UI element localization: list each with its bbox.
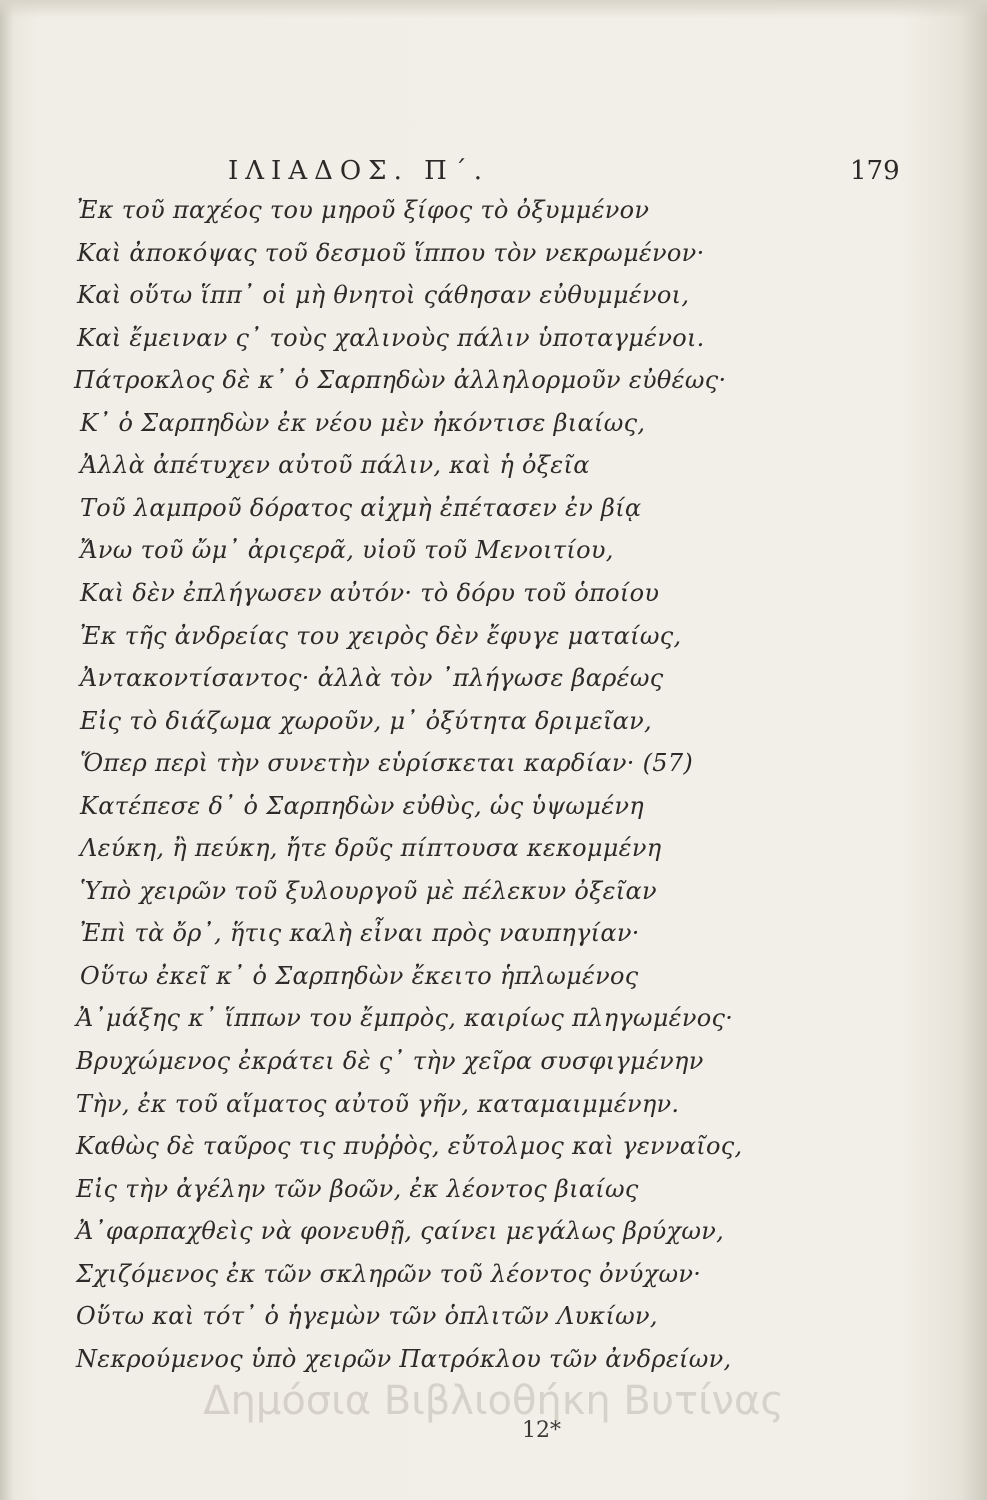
running-head	[0, 150, 987, 190]
verse-line: Καὶ ἔμειναν ς᾽ τοὺς χαλινοὺς πάλιν ὑποταγμένοι.	[77, 324, 705, 352]
verse-line: Καὶ δὲν ἐπλήγωσεν αὐτόν· τὸ δόρυ τοῦ ὁποίου	[80, 579, 660, 607]
verse-line: Κατέπεσε δ᾽ ὁ Σαρπηδὼν εὐθὺς, ὡς ὑψωμένη	[80, 792, 644, 820]
verse-line: Βρυχώμενος ἐκράτει δὲ ς᾽ τὴν χεῖρα συσφιγμένην	[76, 1047, 704, 1075]
verse-line: Οὕτω ἐκεῖ κ᾽ ὁ Σαρπηδὼν ἔκειτο ἡπλωμένος	[80, 962, 639, 990]
verse-line: Εἰς τὸ διάζωμα χωροῦν, μ᾽ ὀξύτητα δριμεῖαν,	[80, 707, 652, 735]
verse-line: Ἐπὶ τὰ ὄρ᾽, ἥτις καλὴ εἶναι πρὸς ναυπηγίαν·	[80, 919, 640, 947]
running-head-title: ΙΛΙΑΔΟΣ. Π΄.	[228, 156, 490, 186]
verse-line: Ἀντακοντίσαντος· ἀλλὰ τὸν ᾽πλήγωσε βαρέως	[80, 664, 664, 692]
verse-line: Ὅπερ περὶ τὴν συνετὴν εὑρίσκεται καρδίαν· (57)	[80, 749, 694, 777]
verse-line: Κ᾽ ὁ Σαρπηδὼν ἐκ νέου μὲν ἠκόντισε βιαίως,	[80, 409, 646, 437]
page-edge-shadow	[0, 0, 987, 18]
verse-line: Καὶ οὕτω ἵππ᾽ οἱ μὴ θνητοὶ ςάθησαν εὐθυμμένοι,	[77, 281, 690, 309]
verse-line: Καὶ ἀποκόψας τοῦ δεσμοῦ ἵππου τὸν νεκρωμένον·	[77, 239, 705, 267]
page-number: 179	[850, 156, 900, 186]
verse-line: Οὕτω καὶ τότ᾽ ὁ ἡγεμὼν τῶν ὁπλιτῶν Λυκίων,	[76, 1302, 658, 1330]
verse-line: Εἰς τὴν ἀγέλην τῶν βοῶν, ἐκ λέοντος βιαίως	[76, 1175, 639, 1203]
verse-line: Ἄνω τοῦ ὤμ᾽ ἀριςερᾶ, υἱοῦ τοῦ Μενοιτίου,	[80, 536, 614, 564]
verse-line: Ἐκ τῆς ἀνδρείας του χειρὸς δὲν ἔφυγε ματαίως,	[80, 622, 682, 650]
verse-line: Ἀ᾽μάξης κ᾽ ἵππων του ἔμπρὸς, καιρίως πληγωμένος·	[76, 1004, 734, 1032]
verse-line: Ἐκ τοῦ παχέος του μηροῦ ξίφος τὸ ὀξυμμένον	[77, 196, 650, 224]
verse-line: Πάτροκλος δὲ κ᾽ ὁ Σαρπηδὼν ἀλληλορμοῦν εὐθέως·	[74, 366, 727, 394]
verse-line: Σχιζόμενος ἐκ τῶν σκληρῶν τοῦ λέοντος ὀνύχων·	[76, 1260, 702, 1288]
verse-line: Νεκρούμενος ὑπὸ χειρῶν Πατρόκλου τῶν ἀνδρείων,	[76, 1345, 732, 1373]
verse-line: Ἀ᾽φαρπαχθεὶς νὰ φονευθῇ, ςαίνει μεγάλως βρύχων,	[76, 1217, 725, 1245]
verse-line: Λεύκη, ἢ πεύκη, ἤτε δρῦς πίπτουσα κεκομμένη	[80, 834, 662, 862]
verse-line: Τὴν, ἐκ τοῦ αἵματος αὐτοῦ γῆν, καταμαιμμένην.	[76, 1090, 680, 1118]
verse-line: Ἀλλὰ ἀπέτυχεν αὐτοῦ πάλιν, καὶ ἡ ὀξεῖα	[80, 451, 590, 479]
verse-line: Καθὼς δὲ ταῦρος τις πυῤῥὸς, εὔτολμος καὶ γενναῖος,	[76, 1132, 743, 1160]
signature-mark: 12*	[522, 1418, 561, 1443]
verse-line: Ὑπὸ χειρῶν τοῦ ξυλουργοῦ μὲ πέλεκυν ὀξεῖαν	[80, 877, 657, 905]
library-watermark: Δημόσια Βιβλιοθήκη Βυτίνας	[203, 1378, 784, 1424]
verse-line: Τοῦ λαμπροῦ δόρατος αἰχμὴ ἐπέτασεν ἐν βίᾳ	[80, 494, 642, 522]
